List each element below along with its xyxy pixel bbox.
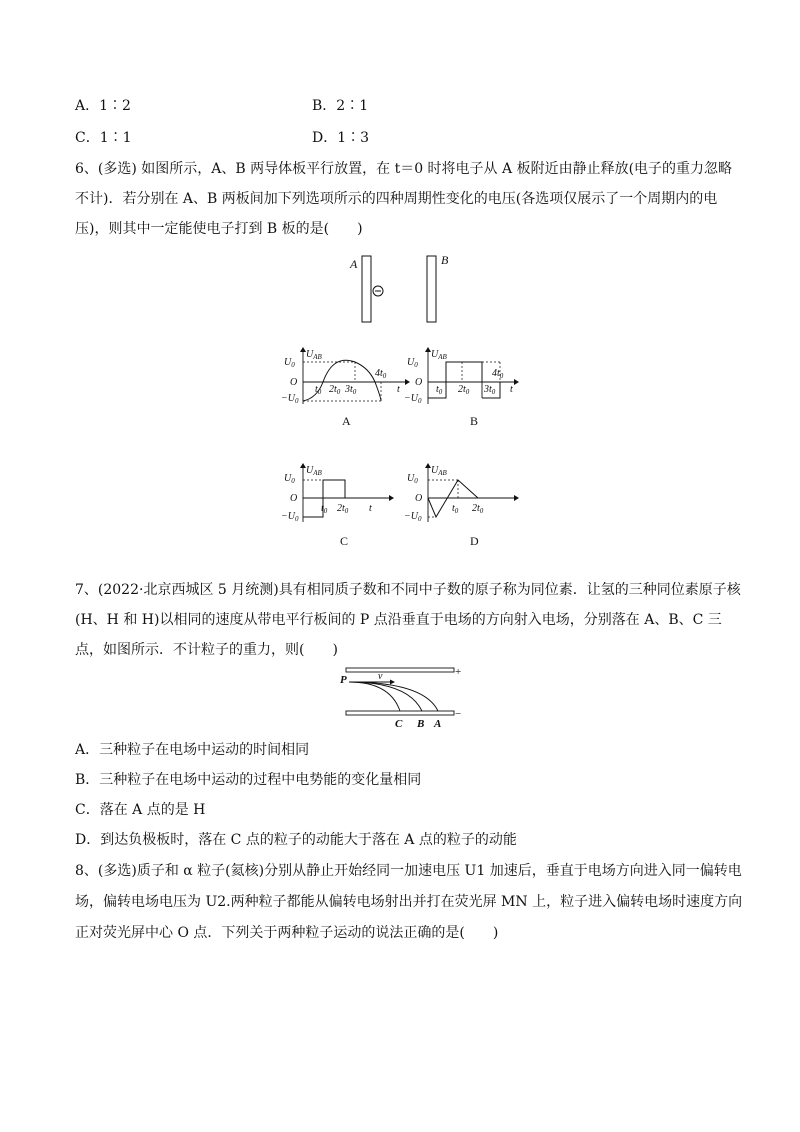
q7-option-d: D．到达负极板时，落在 C 点的粒子的动能大于落在 A 点的粒子的动能 bbox=[75, 832, 517, 848]
svg-text:−U0: $-U_0$ bbox=[404, 511, 422, 523]
q8-line-1: 8、(多选)质子和 α 粒子(氦核)分别从静止开始经同一加速电压 U1 加速后，垂直于电场方向进入同一偏转电 bbox=[75, 863, 742, 879]
positive-plate bbox=[346, 668, 454, 672]
velocity-arrow bbox=[390, 680, 395, 685]
q7-line-1: 7、(2022·北京西城区 5 月统测)具有相同质子数和不同中子数的原子称为同位素．让氢的三种同位素原子核 bbox=[75, 582, 741, 598]
q8-line-2: 场，偏转电场电压为 U2.两种粒子都能从偏转电场射出并打在荧光屏 MN 上，粒子进入偏转电场时速度方向 bbox=[75, 894, 743, 910]
q7-option-b: B．三种粒子在电场中运动的过程中电势能的变化量相同 bbox=[75, 772, 422, 788]
plate-a-label: A bbox=[350, 257, 358, 271]
svg-text:−U0: $-U_0$ bbox=[281, 511, 299, 523]
q6-line-3: 压)，则其中一定能使电子打到 B 板的是( ) bbox=[75, 221, 363, 237]
caption-a: A bbox=[342, 414, 351, 428]
q5-option-d: D．1∶3 bbox=[312, 130, 370, 146]
svg-text:A: A bbox=[434, 718, 442, 730]
deflection-figure bbox=[338, 664, 468, 730]
svg-text:UAB: $U_{AB}$ bbox=[306, 349, 322, 361]
svg-text:t0: $t_0$ bbox=[321, 503, 328, 515]
svg-text:t: t bbox=[510, 384, 513, 395]
svg-text:U0: $U_0$ bbox=[284, 473, 295, 485]
svg-text:−U0: $-U_0$ bbox=[404, 393, 422, 405]
q7-line-2: (H、H 和 H)以相同的速度从带电平行板间的 P 点沿垂直于电场的方向射入电场，分别落在 A、B、C 三 bbox=[75, 612, 722, 628]
svg-text:4t0: $4t_0$ bbox=[375, 368, 387, 380]
svg-text:O: O bbox=[415, 493, 423, 504]
svg-text:O: O bbox=[290, 377, 298, 388]
svg-text:t0: $t_0$ bbox=[315, 384, 322, 396]
trajectory-a bbox=[349, 682, 438, 711]
q6-line-1: 6、(多选) 如图所示，A、B 两导体板平行放置，在 t＝0 时将电子从 A 板附近由静止释放(电子的重力忽略 bbox=[75, 161, 733, 177]
graph-b bbox=[406, 346, 526, 408]
svg-text:UAB: $U_{AB}$ bbox=[431, 465, 447, 477]
svg-text:2t0: $2t_0$ bbox=[337, 503, 349, 515]
svg-text:O: O bbox=[415, 377, 423, 388]
svg-text:t0: $t_0$ bbox=[452, 503, 459, 515]
plates-figure bbox=[340, 250, 460, 330]
svg-text:B: B bbox=[417, 718, 425, 730]
q6-line-2: 不计)．若分别在 A、B 两板间加下列选项所示的四种周期性变化的电压(各选项仅展示了一个周期内的电 bbox=[75, 191, 718, 207]
graph-d bbox=[406, 462, 526, 528]
svg-text:+: + bbox=[455, 666, 462, 678]
q8-line-3: 正对荧光屏中心 O 点．下列关于两种粒子运动的说法正确的是( ) bbox=[75, 925, 499, 941]
svg-text:C: C bbox=[395, 718, 403, 730]
svg-text:O: O bbox=[290, 493, 298, 504]
q5-option-b: B．2∶1 bbox=[312, 98, 369, 114]
graph-c bbox=[283, 462, 403, 528]
svg-text:t: t bbox=[369, 503, 372, 514]
q7-option-c: C．落在 A 点的是 H bbox=[75, 802, 206, 818]
svg-text:P: P bbox=[340, 674, 347, 686]
svg-text:2t0: $2t_0$ bbox=[458, 384, 470, 396]
q7-option-a: A．三种粒子在电场中运动的时间相同 bbox=[75, 742, 310, 758]
svg-text:U0: $U_0$ bbox=[407, 357, 418, 369]
plate-b bbox=[427, 256, 436, 322]
svg-text:UAB: $U_{AB}$ bbox=[306, 465, 322, 477]
svg-text:2t0: $2t_0$ bbox=[472, 503, 484, 515]
svg-text:4t0: $4t_0$ bbox=[492, 368, 504, 380]
svg-text:−: − bbox=[455, 708, 462, 720]
caption-d: D bbox=[470, 534, 479, 548]
svg-text:3t0: $3t_0$ bbox=[484, 384, 496, 396]
graph-a bbox=[283, 346, 413, 408]
svg-text:2t0: $2t_0$ bbox=[329, 384, 341, 396]
svg-text:UAB: $U_{AB}$ bbox=[431, 349, 447, 361]
svg-text:U0: $U_0$ bbox=[407, 473, 418, 485]
svg-text:t: t bbox=[397, 384, 400, 395]
caption-c: C bbox=[340, 534, 349, 548]
trajectory-c bbox=[349, 682, 400, 711]
svg-text:t0: $t_0$ bbox=[436, 384, 443, 396]
trajectory-b bbox=[349, 682, 422, 711]
negative-plate bbox=[346, 711, 454, 715]
svg-text:−U0: $-U_0$ bbox=[281, 393, 299, 405]
svg-text:3t0: $3t_0$ bbox=[345, 384, 357, 396]
svg-text:U0: $U_0$ bbox=[284, 357, 295, 369]
caption-b: B bbox=[470, 414, 479, 428]
q5-option-c: C．1∶1 bbox=[75, 130, 132, 146]
q7-line-3: 点，如图所示．不计粒子的重力，则( ) bbox=[75, 642, 338, 658]
q5-option-a: A．1∶2 bbox=[75, 98, 131, 114]
plate-b-label: B bbox=[441, 253, 449, 267]
plate-a bbox=[362, 256, 371, 322]
svg-text:v: v bbox=[378, 671, 383, 682]
